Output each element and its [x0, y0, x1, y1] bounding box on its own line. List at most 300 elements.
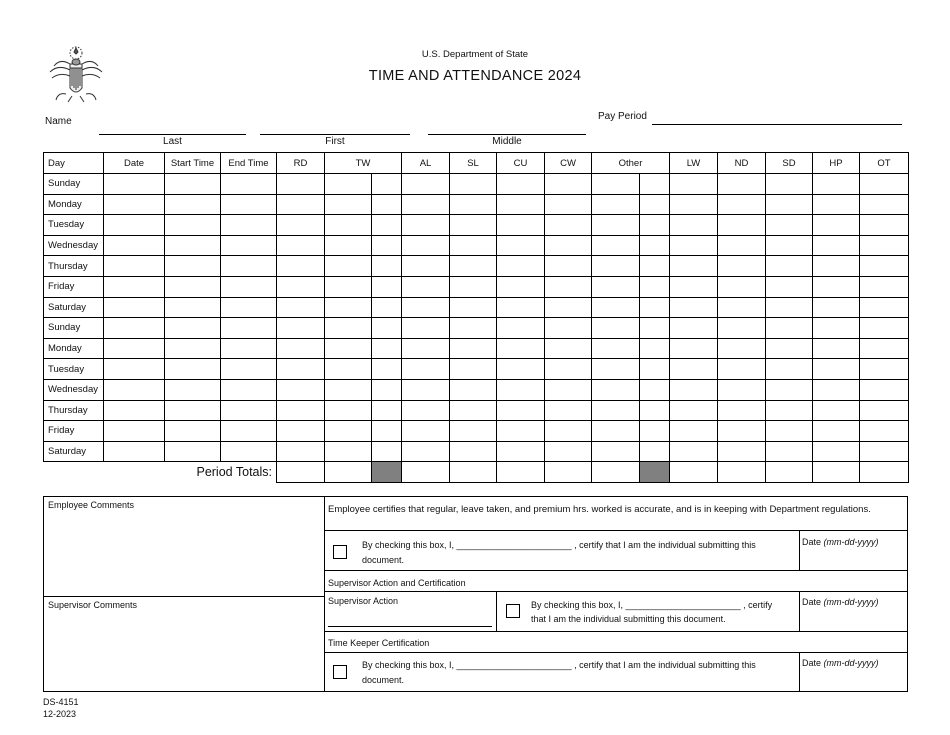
first-name-field[interactable]	[260, 134, 410, 135]
start-time-cell[interactable]	[165, 318, 221, 339]
cu-cell[interactable]	[497, 174, 545, 195]
nd-cell[interactable]	[718, 400, 766, 421]
sl-cell[interactable]	[450, 359, 497, 380]
hp-cell[interactable]	[813, 441, 860, 462]
other-b-cell[interactable]	[640, 276, 670, 297]
table-row	[44, 400, 909, 421]
other-a-cell[interactable]	[592, 235, 640, 256]
tw-b-cell[interactable]	[372, 421, 402, 442]
ot-cell[interactable]	[860, 379, 909, 400]
employee-certification-statement: Employee certifies that regular, leave taken, and premium hrs. worked is accurate, and is in keeping with Department regulations.	[328, 504, 871, 515]
sl-cell[interactable]	[450, 441, 497, 462]
start-time-cell[interactable]	[165, 379, 221, 400]
al-cell[interactable]	[402, 297, 450, 318]
sl-cell[interactable]	[450, 194, 497, 215]
rd-cell[interactable]	[277, 359, 325, 380]
tw-b-cell[interactable]	[372, 400, 402, 421]
tw-b-cell[interactable]	[372, 174, 402, 195]
tw-b-cell[interactable]	[372, 194, 402, 215]
lw-cell[interactable]	[670, 338, 718, 359]
sd-cell[interactable]	[766, 400, 813, 421]
total-nd-cell[interactable]	[718, 462, 766, 483]
day-label: Saturday	[44, 441, 104, 462]
other-a-cell[interactable]	[592, 400, 640, 421]
total-sd-cell[interactable]	[766, 462, 813, 483]
other-a-cell[interactable]	[592, 215, 640, 236]
end-time-cell[interactable]	[221, 359, 277, 380]
rd-cell[interactable]	[277, 276, 325, 297]
employee-comments-field[interactable]	[44, 514, 323, 595]
day-label: Sunday	[44, 318, 104, 339]
sl-cell[interactable]	[450, 174, 497, 195]
last-label: Last	[163, 136, 182, 147]
tw-a-cell[interactable]	[325, 235, 372, 256]
end-time-cell[interactable]	[221, 379, 277, 400]
hp-cell[interactable]	[813, 297, 860, 318]
timekeeper-certify-checkbox[interactable]	[333, 665, 347, 679]
al-cell[interactable]	[402, 318, 450, 339]
hp-cell[interactable]	[813, 215, 860, 236]
sl-cell[interactable]	[450, 400, 497, 421]
other-a-cell[interactable]	[592, 379, 640, 400]
form-date: 12-2023	[43, 709, 77, 719]
day-label: Sunday	[44, 174, 104, 195]
cw-cell[interactable]	[545, 421, 592, 442]
tw-a-cell[interactable]	[325, 379, 372, 400]
end-time-cell[interactable]	[221, 297, 277, 318]
table-row	[44, 256, 909, 277]
end-time-cell[interactable]	[221, 338, 277, 359]
supervisor-certify-checkbox[interactable]	[506, 604, 520, 618]
date-cell[interactable]	[104, 297, 165, 318]
nd-cell[interactable]	[718, 441, 766, 462]
sd-cell[interactable]	[766, 338, 813, 359]
other-b-cell[interactable]	[640, 379, 670, 400]
date-cell[interactable]	[104, 174, 165, 195]
sd-cell[interactable]	[766, 359, 813, 380]
hp-cell[interactable]	[813, 194, 860, 215]
tw-b-cell[interactable]	[372, 338, 402, 359]
col-cu: CU	[497, 153, 545, 174]
al-cell[interactable]	[402, 256, 450, 277]
cu-cell[interactable]	[497, 318, 545, 339]
lw-cell[interactable]	[670, 174, 718, 195]
ot-cell[interactable]	[860, 194, 909, 215]
table-header-row	[44, 153, 909, 174]
end-time-cell[interactable]	[221, 174, 277, 195]
other-b-cell[interactable]	[640, 400, 670, 421]
tw-a-cell[interactable]	[325, 215, 372, 236]
supervisor-date-label: Date (mm-dd-yyyy)	[802, 597, 879, 607]
ot-cell[interactable]	[860, 276, 909, 297]
day-label: Thursday	[44, 400, 104, 421]
sd-cell[interactable]	[766, 215, 813, 236]
cu-cell[interactable]	[497, 276, 545, 297]
day-label: Monday	[44, 338, 104, 359]
rd-cell[interactable]	[277, 194, 325, 215]
pay-period-field[interactable]	[652, 124, 902, 125]
nd-cell[interactable]	[718, 256, 766, 277]
date-cell[interactable]	[104, 235, 165, 256]
lw-cell[interactable]	[670, 297, 718, 318]
other-b-cell[interactable]	[640, 235, 670, 256]
cu-cell[interactable]	[497, 215, 545, 236]
other-a-cell[interactable]	[592, 194, 640, 215]
col-cw: CW	[545, 153, 592, 174]
ot-cell[interactable]	[860, 359, 909, 380]
al-cell[interactable]	[402, 276, 450, 297]
other-a-cell[interactable]	[592, 297, 640, 318]
timekeeper-date-field[interactable]	[800, 671, 907, 691]
ot-cell[interactable]	[860, 441, 909, 462]
date-cell[interactable]	[104, 421, 165, 442]
rd-cell[interactable]	[277, 441, 325, 462]
tw-b-cell[interactable]	[372, 359, 402, 380]
table-row	[44, 421, 909, 442]
tw-b-cell[interactable]	[372, 256, 402, 277]
sl-cell[interactable]	[450, 297, 497, 318]
tw-a-cell[interactable]	[325, 421, 372, 442]
hp-cell[interactable]	[813, 174, 860, 195]
start-time-cell[interactable]	[165, 359, 221, 380]
start-time-cell[interactable]	[165, 441, 221, 462]
start-time-cell[interactable]	[165, 338, 221, 359]
date-cell[interactable]	[104, 276, 165, 297]
timekeeper-date-label: Date (mm-dd-yyyy)	[802, 658, 879, 668]
date-cell[interactable]	[104, 194, 165, 215]
date-cell[interactable]	[104, 215, 165, 236]
table-row	[44, 194, 909, 215]
rd-cell[interactable]	[277, 379, 325, 400]
sd-cell[interactable]	[766, 194, 813, 215]
al-cell[interactable]	[402, 215, 450, 236]
sd-cell[interactable]	[766, 297, 813, 318]
rd-cell[interactable]	[277, 400, 325, 421]
al-cell[interactable]	[402, 421, 450, 442]
sd-cell[interactable]	[766, 318, 813, 339]
rd-cell[interactable]	[277, 174, 325, 195]
sl-cell[interactable]	[450, 256, 497, 277]
end-time-cell[interactable]	[221, 276, 277, 297]
day-label: Wednesday	[44, 379, 104, 400]
rd-cell[interactable]	[277, 215, 325, 236]
col-end-time: End Time	[221, 153, 277, 174]
other-b-cell[interactable]	[640, 194, 670, 215]
sd-cell[interactable]	[766, 174, 813, 195]
cu-cell[interactable]	[497, 441, 545, 462]
hp-cell[interactable]	[813, 400, 860, 421]
sl-cell[interactable]	[450, 421, 497, 442]
tw-b-cell[interactable]	[372, 297, 402, 318]
other-b-cell[interactable]	[640, 441, 670, 462]
tw-b-cell[interactable]	[372, 215, 402, 236]
end-time-cell[interactable]	[221, 421, 277, 442]
other-a-cell[interactable]	[592, 359, 640, 380]
supervisor-heading: Supervisor Action and Certification	[328, 578, 466, 588]
first-label: First	[325, 136, 345, 147]
cw-cell[interactable]	[545, 297, 592, 318]
hp-cell[interactable]	[813, 338, 860, 359]
start-time-cell[interactable]	[165, 276, 221, 297]
table-row	[44, 338, 909, 359]
cu-cell[interactable]	[497, 297, 545, 318]
tw-a-cell[interactable]	[325, 297, 372, 318]
other-b-cell[interactable]	[640, 338, 670, 359]
supervisor-action-field[interactable]	[328, 626, 492, 627]
total-sl-cell[interactable]	[450, 462, 497, 483]
col-tw: TW	[325, 153, 402, 174]
date-cell[interactable]	[104, 256, 165, 277]
lw-cell[interactable]	[670, 379, 718, 400]
total-cu-cell[interactable]	[497, 462, 545, 483]
tw-a-cell[interactable]	[325, 400, 372, 421]
hp-cell[interactable]	[813, 235, 860, 256]
cu-cell[interactable]	[497, 359, 545, 380]
sd-cell[interactable]	[766, 379, 813, 400]
other-b-cell[interactable]	[640, 215, 670, 236]
tw-b-cell[interactable]	[372, 235, 402, 256]
other-a-cell[interactable]	[592, 276, 640, 297]
other-a-cell[interactable]	[592, 441, 640, 462]
sl-cell[interactable]	[450, 379, 497, 400]
total-al-cell[interactable]	[402, 462, 450, 483]
tw-a-cell[interactable]	[325, 276, 372, 297]
lw-cell[interactable]	[670, 235, 718, 256]
rd-cell[interactable]	[277, 297, 325, 318]
day-label: Monday	[44, 194, 104, 215]
cw-cell[interactable]	[545, 359, 592, 380]
lw-cell[interactable]	[670, 441, 718, 462]
sd-cell[interactable]	[766, 441, 813, 462]
lw-cell[interactable]	[670, 194, 718, 215]
start-time-cell[interactable]	[165, 194, 221, 215]
lw-cell[interactable]	[670, 276, 718, 297]
al-cell[interactable]	[402, 359, 450, 380]
end-time-cell[interactable]	[221, 215, 277, 236]
other-a-cell[interactable]	[592, 338, 640, 359]
last-name-field[interactable]	[99, 134, 246, 135]
ot-cell[interactable]	[860, 297, 909, 318]
end-time-cell[interactable]	[221, 318, 277, 339]
hp-cell[interactable]	[813, 318, 860, 339]
tw-b-cell[interactable]	[372, 441, 402, 462]
nd-cell[interactable]	[718, 421, 766, 442]
sl-cell[interactable]	[450, 276, 497, 297]
end-time-cell[interactable]	[221, 256, 277, 277]
lw-cell[interactable]	[670, 215, 718, 236]
tw-b-cell[interactable]	[372, 379, 402, 400]
cw-cell[interactable]	[545, 400, 592, 421]
nd-cell[interactable]	[718, 379, 766, 400]
cw-cell[interactable]	[545, 215, 592, 236]
lw-cell[interactable]	[670, 421, 718, 442]
date-cell[interactable]	[104, 441, 165, 462]
supervisor-date-field[interactable]	[800, 610, 907, 630]
start-time-cell[interactable]	[165, 400, 221, 421]
total-other-a-cell[interactable]	[592, 462, 640, 483]
tw-a-cell[interactable]	[325, 338, 372, 359]
lw-cell[interactable]	[670, 359, 718, 380]
sd-cell[interactable]	[766, 256, 813, 277]
start-time-cell[interactable]	[165, 256, 221, 277]
rd-cell[interactable]	[277, 421, 325, 442]
tw-b-cell[interactable]	[372, 276, 402, 297]
end-time-cell[interactable]	[221, 400, 277, 421]
cu-cell[interactable]	[497, 235, 545, 256]
start-time-cell[interactable]	[165, 421, 221, 442]
supervisor-action-label: Supervisor Action	[328, 596, 399, 606]
other-a-cell[interactable]	[592, 256, 640, 277]
supervisor-comments-field[interactable]	[44, 614, 323, 691]
cu-cell[interactable]	[497, 338, 545, 359]
al-cell[interactable]	[402, 441, 450, 462]
other-a-cell[interactable]	[592, 318, 640, 339]
hp-cell[interactable]	[813, 379, 860, 400]
lw-cell[interactable]	[670, 318, 718, 339]
employee-certify-checkbox[interactable]	[333, 545, 347, 559]
start-time-cell[interactable]	[165, 235, 221, 256]
cu-cell[interactable]	[497, 400, 545, 421]
total-hp-cell[interactable]	[813, 462, 860, 483]
other-b-cell[interactable]	[640, 318, 670, 339]
start-time-cell[interactable]	[165, 174, 221, 195]
tw-a-cell[interactable]	[325, 318, 372, 339]
date-cell[interactable]	[104, 338, 165, 359]
nd-cell[interactable]	[718, 174, 766, 195]
cw-cell[interactable]	[545, 235, 592, 256]
sl-cell[interactable]	[450, 338, 497, 359]
cu-cell[interactable]	[497, 194, 545, 215]
tw-a-cell[interactable]	[325, 194, 372, 215]
supervisor-certify-text: By checking this box, I, _______________________ , certify	[531, 600, 773, 610]
other-a-cell[interactable]	[592, 421, 640, 442]
ot-cell[interactable]	[860, 235, 909, 256]
al-cell[interactable]	[402, 194, 450, 215]
table-row	[44, 359, 909, 380]
other-b-cell[interactable]	[640, 174, 670, 195]
ot-cell[interactable]	[860, 174, 909, 195]
sd-cell[interactable]	[766, 235, 813, 256]
cw-cell[interactable]	[545, 338, 592, 359]
cw-cell[interactable]	[545, 256, 592, 277]
end-time-cell[interactable]	[221, 441, 277, 462]
tw-b-cell[interactable]	[372, 318, 402, 339]
other-b-cell[interactable]	[640, 421, 670, 442]
al-cell[interactable]	[402, 235, 450, 256]
sl-cell[interactable]	[450, 318, 497, 339]
cu-cell[interactable]	[497, 379, 545, 400]
lw-cell[interactable]	[670, 400, 718, 421]
cw-cell[interactable]	[545, 276, 592, 297]
nd-cell[interactable]	[718, 338, 766, 359]
form-number: DS-4151	[43, 697, 79, 707]
al-cell[interactable]	[402, 379, 450, 400]
end-time-cell[interactable]	[221, 194, 277, 215]
col-start-time: Start Time	[165, 153, 221, 174]
col-date: Date	[104, 153, 165, 174]
ot-cell[interactable]	[860, 400, 909, 421]
cw-cell[interactable]	[545, 194, 592, 215]
start-time-cell[interactable]	[165, 297, 221, 318]
date-cell[interactable]	[104, 379, 165, 400]
ot-cell[interactable]	[860, 256, 909, 277]
total-tw-a-cell[interactable]	[325, 462, 372, 483]
day-label: Friday	[44, 421, 104, 442]
table-row	[44, 215, 909, 236]
hp-cell[interactable]	[813, 359, 860, 380]
rd-cell[interactable]	[277, 256, 325, 277]
hp-cell[interactable]	[813, 276, 860, 297]
rd-cell[interactable]	[277, 235, 325, 256]
employee-date-field[interactable]	[800, 550, 907, 569]
other-a-cell[interactable]	[592, 174, 640, 195]
nd-cell[interactable]	[718, 215, 766, 236]
cw-cell[interactable]	[545, 174, 592, 195]
sl-cell[interactable]	[450, 215, 497, 236]
al-cell[interactable]	[402, 400, 450, 421]
date-cell[interactable]	[104, 359, 165, 380]
nd-cell[interactable]	[718, 235, 766, 256]
cw-cell[interactable]	[545, 379, 592, 400]
rd-cell[interactable]	[277, 318, 325, 339]
start-time-cell[interactable]	[165, 215, 221, 236]
middle-name-field[interactable]	[428, 134, 586, 135]
cw-cell[interactable]	[545, 318, 592, 339]
nd-cell[interactable]	[718, 359, 766, 380]
tw-a-cell[interactable]	[325, 256, 372, 277]
hp-cell[interactable]	[813, 256, 860, 277]
ot-cell[interactable]	[860, 215, 909, 236]
supervisor-certify-text-2: that I am the individual submitting this document.	[531, 614, 726, 624]
rd-cell[interactable]	[277, 338, 325, 359]
nd-cell[interactable]	[718, 276, 766, 297]
date-cell[interactable]	[104, 318, 165, 339]
supervisor-comments-label: Supervisor Comments	[48, 600, 138, 610]
tw-a-cell[interactable]	[325, 174, 372, 195]
hp-cell[interactable]	[813, 421, 860, 442]
al-cell[interactable]	[402, 338, 450, 359]
lw-cell[interactable]	[670, 256, 718, 277]
ot-cell[interactable]	[860, 318, 909, 339]
nd-cell[interactable]	[718, 297, 766, 318]
date-cell[interactable]	[104, 400, 165, 421]
day-label: Wednesday	[44, 235, 104, 256]
cu-cell[interactable]	[497, 256, 545, 277]
end-time-cell[interactable]	[221, 235, 277, 256]
total-cw-cell[interactable]	[545, 462, 592, 483]
tw-a-cell[interactable]	[325, 441, 372, 462]
other-b-cell[interactable]	[640, 359, 670, 380]
period-totals-label: Period Totals:	[44, 462, 277, 483]
total-ot-cell[interactable]	[860, 462, 909, 483]
sl-cell[interactable]	[450, 235, 497, 256]
ot-cell[interactable]	[860, 421, 909, 442]
attendance-table	[43, 152, 909, 483]
total-lw-cell[interactable]	[670, 462, 718, 483]
sd-cell[interactable]	[766, 276, 813, 297]
other-b-cell[interactable]	[640, 256, 670, 277]
tw-a-cell[interactable]	[325, 359, 372, 380]
al-cell[interactable]	[402, 174, 450, 195]
ot-cell[interactable]	[860, 338, 909, 359]
other-b-cell[interactable]	[640, 297, 670, 318]
nd-cell[interactable]	[718, 194, 766, 215]
nd-cell[interactable]	[718, 318, 766, 339]
total-rd-cell[interactable]	[277, 462, 325, 483]
cw-cell[interactable]	[545, 441, 592, 462]
sd-cell[interactable]	[766, 421, 813, 442]
cu-cell[interactable]	[497, 421, 545, 442]
